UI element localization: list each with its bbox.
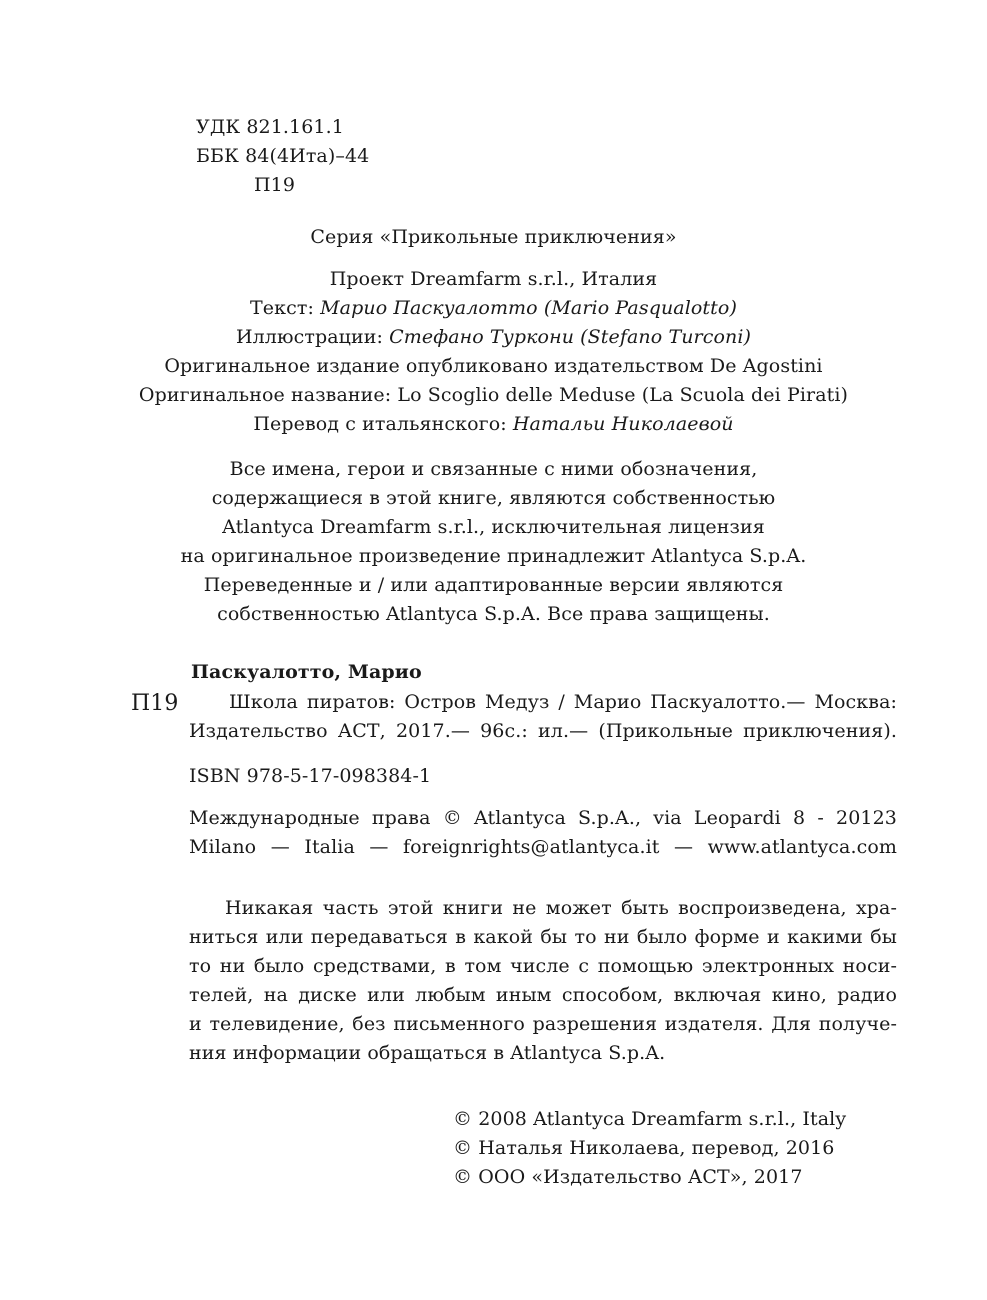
reproduction-notice-line: телей, на диске или любым иным способом, включая кино, радио: [189, 984, 897, 1006]
author-mark: П19: [131, 691, 179, 716]
copyright-line: © 2008 Atlantyca Dreamfarm s.r.l., Italy: [453, 1108, 847, 1130]
translation-credit-line: [0, 410, 987, 438]
reproduction-notice-line: и телевидение, без письменного разрешения издателя. Для получе-: [189, 1013, 897, 1035]
rights-notice-line: Переведенные и / или адаптированные версии являются: [203, 574, 784, 596]
author-mark-code: П19: [254, 174, 296, 196]
isbn: ISBN 978-5-17-098384-1: [189, 765, 432, 787]
illustrations-credit-line: [0, 323, 987, 351]
rights-notice-line: Все имена, герои и связанные с ними обозначения,: [229, 458, 758, 480]
illustrations-credit-value: Стефано Туркони (Stefano Turconi): [389, 326, 752, 348]
bbk-code: ББК 84(4Ита)–44: [196, 145, 370, 167]
text-credit-value: Марио Паскуалотто (Mario Pasqualotto): [320, 297, 737, 319]
rights-notice-line: содержащиеся в этой книге, являются собственностью: [211, 487, 776, 509]
copyright-line: © ООО «Издательство АСТ», 2017: [453, 1166, 803, 1188]
bibliographic-description-line: Школа пиратов: Остров Медуз / Марио Паскуалотто.— Москва:: [229, 691, 897, 713]
translation-credit-label: Перевод с итальянского:: [253, 413, 513, 435]
rights-notice-line: на оригинальное произведение принадлежит Atlantyca S.p.A.: [180, 545, 807, 567]
reproduction-notice-line: ния информации обращаться в Atlantyca S.p.A.: [189, 1042, 666, 1064]
text-credit-label: Текст:: [250, 297, 321, 319]
reproduction-notice-line: ниться или передаваться в какой бы то ни было форме и какими бы: [189, 926, 897, 948]
rights-notice-line: Atlantyca Dreamfarm s.r.l., исключительная лицензия: [222, 516, 765, 538]
original-publisher-line: Оригинальное издание опубликовано издательством De Agostini: [164, 355, 823, 377]
series-line: Серия «Прикольные приключения»: [310, 226, 677, 248]
project-line: Проект Dreamfarm s.r.l., Италия: [329, 268, 658, 290]
reproduction-notice-line: то ни было средствами, в том числе с помощью электронных носи-: [189, 955, 897, 977]
author-heading: Паскуалотто, Марио: [191, 661, 422, 683]
rights-notice-line: собственностью Atlantyca S.p.A. Все права защищены.: [217, 603, 770, 625]
bibliographic-description-line: Издательство АСТ, 2017.— 96с.: ил.— (Прикольные приключения).: [189, 720, 897, 742]
reproduction-notice-line: Никакая часть этой книги не может быть воспроизведена, хра-: [225, 897, 897, 919]
illustrations-credit-label: Иллюстрации:: [235, 326, 390, 348]
translation-credit-value: Натальи Николаевой: [512, 413, 734, 435]
udk-code: УДК 821.161.1: [196, 116, 344, 138]
copyright-line: © Наталья Николаева, перевод, 2016: [453, 1137, 835, 1159]
original-title-line: Оригинальное название: Lo Scoglio delle Meduse (La Scuola dei Pirati): [138, 384, 849, 406]
international-rights-line: Milano — Italia — foreignrights@atlantyca.it — www.atlantyca.com: [189, 836, 897, 858]
text-credit-line: [0, 294, 987, 322]
international-rights-line: Международные права © Atlantyca S.p.A., via Leopardi 8 - 20123: [189, 807, 897, 829]
